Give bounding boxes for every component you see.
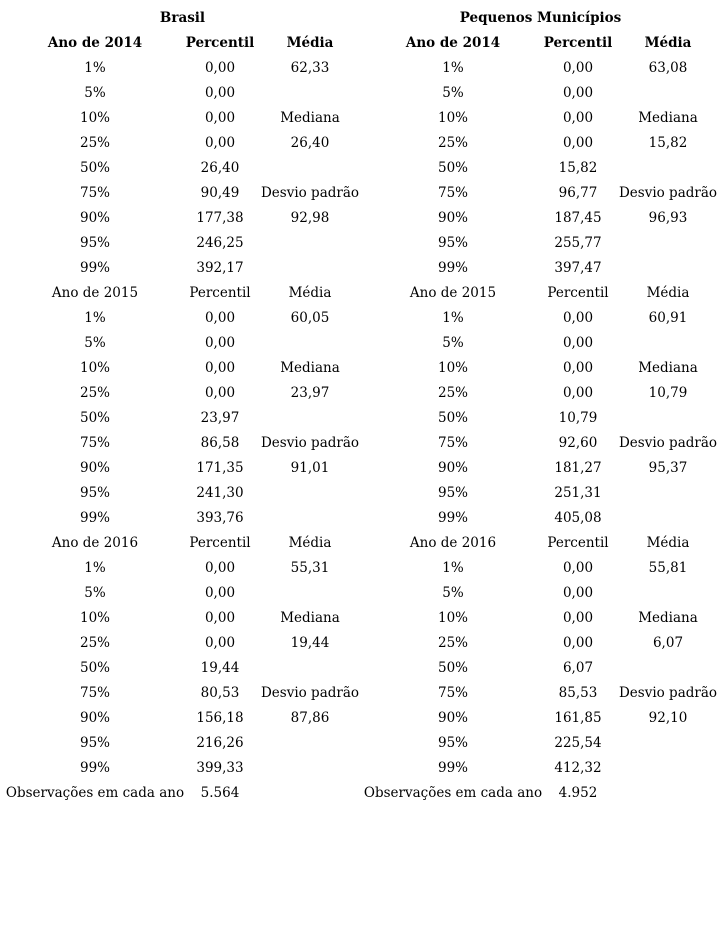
percentile-value: 90,49 <box>200 185 240 201</box>
percentile-label: 99% <box>437 260 468 276</box>
summary-stat: 92,10 <box>648 710 688 726</box>
column-header-percentil: Percentil <box>189 535 251 551</box>
table-row <box>0 131 360 156</box>
panel-title: Brasil <box>159 10 206 26</box>
summary-stat: Desvio padrão <box>618 685 718 701</box>
percentile-label: 10% <box>79 110 110 126</box>
percentile-value: 0,00 <box>204 635 236 651</box>
column-header-percentil: Percentil <box>185 35 255 51</box>
percentile-value: 412,32 <box>554 760 602 776</box>
table-row <box>358 681 718 706</box>
table-row <box>358 481 718 506</box>
percentile-label: 50% <box>437 410 468 426</box>
percentile-label: 50% <box>437 160 468 176</box>
table-row <box>0 231 360 256</box>
table-row <box>358 631 718 656</box>
summary-stat: 10,79 <box>648 385 688 401</box>
table-row <box>358 156 718 181</box>
summary-stat: 60,91 <box>648 310 688 326</box>
column-header-percentil: Percentil <box>547 535 609 551</box>
table-row <box>0 506 360 531</box>
percentile-value: 397,47 <box>554 260 602 276</box>
percentile-value: 0,00 <box>562 135 594 151</box>
year-label: Ano de 2016 <box>51 535 139 551</box>
summary-stat: 60,05 <box>290 310 330 326</box>
table-row <box>0 156 360 181</box>
percentile-value: 0,00 <box>562 85 594 101</box>
table-row <box>0 181 360 206</box>
percentile-label: 95% <box>79 235 110 251</box>
year-label: Ano de 2014 <box>47 35 143 51</box>
column-header-percentil: Percentil <box>543 35 613 51</box>
summary-stat: Mediana <box>280 610 340 626</box>
percentile-label: 95% <box>79 485 110 501</box>
percentile-value: 216,26 <box>196 735 244 751</box>
percentile-label: 5% <box>442 85 464 101</box>
percentile-value: 225,54 <box>554 735 602 751</box>
table-row <box>0 331 360 356</box>
percentile-value: 0,00 <box>562 110 594 126</box>
percentile-value: 0,00 <box>562 360 594 376</box>
percentile-label: 95% <box>437 235 468 251</box>
table-row <box>358 406 718 431</box>
observations-label: Observações em cada ano <box>363 785 543 801</box>
percentile-value: 92,60 <box>558 435 598 451</box>
percentile-value: 23,97 <box>200 410 240 426</box>
percentile-label: 25% <box>437 635 468 651</box>
percentile-value: 86,58 <box>200 435 240 451</box>
table-row <box>0 456 360 481</box>
column-header-media: Média <box>644 35 692 51</box>
percentile-label: 10% <box>437 360 468 376</box>
table-row <box>0 81 360 106</box>
percentile-label: 5% <box>84 85 106 101</box>
percentile-value: 0,00 <box>204 135 236 151</box>
percentile-label: 10% <box>437 610 468 626</box>
summary-stat: Desvio padrão <box>260 685 360 701</box>
table-row <box>0 381 360 406</box>
year-header-row <box>358 281 718 306</box>
percentile-value: 156,18 <box>196 710 244 726</box>
column-header-media: Média <box>286 35 334 51</box>
percentile-label: 90% <box>79 710 110 726</box>
percentile-value: 0,00 <box>204 110 236 126</box>
percentile-value: 26,40 <box>200 160 240 176</box>
summary-stat: Mediana <box>280 110 340 126</box>
percentile-label: 99% <box>437 760 468 776</box>
percentile-label: 99% <box>437 510 468 526</box>
percentile-value: 0,00 <box>204 385 236 401</box>
table-row <box>358 756 718 781</box>
percentile-label: 95% <box>79 735 110 751</box>
percentile-value: 0,00 <box>204 360 236 376</box>
percentile-label: 5% <box>442 335 464 351</box>
percentile-label: 10% <box>79 360 110 376</box>
column-header-percentil: Percentil <box>189 285 251 301</box>
percentile-label: 90% <box>437 710 468 726</box>
percentile-value: 0,00 <box>562 610 594 626</box>
percentile-label: 90% <box>79 210 110 226</box>
table-row <box>358 56 718 81</box>
percentile-value: 0,00 <box>562 335 594 351</box>
percentile-label: 1% <box>442 560 464 576</box>
percentile-value: 0,00 <box>204 85 236 101</box>
table-row <box>358 381 718 406</box>
table-row <box>358 731 718 756</box>
percentile-value: 392,17 <box>196 260 244 276</box>
table-row <box>358 431 718 456</box>
percentile-value: 0,00 <box>562 585 594 601</box>
summary-stat: Desvio padrão <box>260 435 360 451</box>
table-row <box>358 131 718 156</box>
summary-stat: Mediana <box>280 360 340 376</box>
table-row <box>0 206 360 231</box>
percentile-label: 1% <box>84 560 106 576</box>
table-row <box>358 456 718 481</box>
percentile-label: 25% <box>79 385 110 401</box>
table-row <box>358 656 718 681</box>
percentile-label: 95% <box>437 485 468 501</box>
percentile-value: 0,00 <box>204 310 236 326</box>
table-row <box>0 581 360 606</box>
percentile-label: 1% <box>84 310 106 326</box>
table-row <box>0 406 360 431</box>
table-row <box>358 331 718 356</box>
percentile-label: 50% <box>79 160 110 176</box>
summary-stat: 96,93 <box>648 210 688 226</box>
percentile-label: 50% <box>79 660 110 676</box>
table-row <box>0 56 360 81</box>
percentile-value: 241,30 <box>196 485 244 501</box>
summary-stat: 23,97 <box>290 385 330 401</box>
percentile-value: 171,35 <box>196 460 244 476</box>
column-header-media: Média <box>646 285 690 301</box>
year-header-row <box>0 531 360 556</box>
percentile-label: 75% <box>437 685 468 701</box>
summary-stat: 19,44 <box>290 635 330 651</box>
percentile-value: 393,76 <box>196 510 244 526</box>
percentile-label: 90% <box>437 460 468 476</box>
percentile-label: 99% <box>79 510 110 526</box>
table-row <box>0 556 360 581</box>
summary-stat: 91,01 <box>290 460 330 476</box>
percentile-label: 1% <box>84 60 106 76</box>
percentile-value: 161,85 <box>554 710 602 726</box>
percentile-label: 99% <box>79 760 110 776</box>
table-row <box>0 256 360 281</box>
percentile-value: 0,00 <box>204 585 236 601</box>
percentile-value: 246,25 <box>196 235 244 251</box>
percentile-label: 99% <box>79 260 110 276</box>
summary-stat: 87,86 <box>290 710 330 726</box>
summary-stat: 15,82 <box>648 135 688 151</box>
percentile-value: 19,44 <box>200 660 240 676</box>
table-row <box>358 206 718 231</box>
percentile-label: 1% <box>442 310 464 326</box>
summary-stat: 55,31 <box>290 560 330 576</box>
percentile-value: 15,82 <box>558 160 598 176</box>
summary-stat: Desvio padrão <box>618 435 718 451</box>
column-header-media: Média <box>288 535 332 551</box>
percentile-value: 399,33 <box>196 760 244 776</box>
percentile-label: 50% <box>437 660 468 676</box>
percentile-value: 187,45 <box>554 210 602 226</box>
percentile-value: 177,38 <box>196 210 244 226</box>
percentile-value: 0,00 <box>204 560 236 576</box>
summary-stat: 6,07 <box>652 635 684 651</box>
table-row <box>358 81 718 106</box>
table-row <box>0 356 360 381</box>
percentile-label: 95% <box>437 735 468 751</box>
table-row <box>0 481 360 506</box>
percentile-label: 1% <box>442 60 464 76</box>
percentile-value: 405,08 <box>554 510 602 526</box>
year-header-row <box>358 531 718 556</box>
percentile-label: 50% <box>79 410 110 426</box>
percentile-label: 75% <box>79 435 110 451</box>
table-row <box>358 256 718 281</box>
percentile-value: 0,00 <box>204 610 236 626</box>
percentile-value: 0,00 <box>562 560 594 576</box>
summary-stat: 92,98 <box>290 210 330 226</box>
panel-title: Pequenos Municípios <box>459 10 622 26</box>
percentile-value: 181,27 <box>554 460 602 476</box>
observations-value: 4.952 <box>558 785 598 801</box>
percentile-value: 0,00 <box>562 385 594 401</box>
percentile-value: 251,31 <box>554 485 602 501</box>
summary-stat: Desvio padrão <box>260 185 360 201</box>
percentile-label: 75% <box>79 185 110 201</box>
year-label: Ano de 2015 <box>409 285 497 301</box>
table-row <box>358 506 718 531</box>
year-header-row <box>358 31 718 56</box>
percentile-value: 80,53 <box>200 685 240 701</box>
table-row <box>0 106 360 131</box>
percentile-value: 0,00 <box>204 335 236 351</box>
table-row <box>0 631 360 656</box>
observations-label: Observações em cada ano <box>5 785 185 801</box>
table-row <box>358 606 718 631</box>
percentile-label: 90% <box>437 210 468 226</box>
table-row <box>0 756 360 781</box>
percentile-label: 25% <box>437 385 468 401</box>
table-row <box>0 431 360 456</box>
percentile-value: 255,77 <box>554 235 602 251</box>
column-header-media: Média <box>288 285 332 301</box>
year-header-row <box>0 31 360 56</box>
percentile-label: 75% <box>437 185 468 201</box>
table-row <box>0 706 360 731</box>
percentile-value: 85,53 <box>558 685 598 701</box>
summary-stat: Mediana <box>638 360 698 376</box>
table-row <box>358 706 718 731</box>
percentile-label: 5% <box>84 335 106 351</box>
summary-stat: 62,33 <box>290 60 330 76</box>
summary-stat: 55,81 <box>648 560 688 576</box>
table-row <box>0 681 360 706</box>
summary-stat: 26,40 <box>290 135 330 151</box>
year-label: Ano de 2015 <box>51 285 139 301</box>
table-row <box>0 656 360 681</box>
percentile-value: 0,00 <box>562 310 594 326</box>
column-header-percentil: Percentil <box>547 285 609 301</box>
percentile-label: 90% <box>79 460 110 476</box>
percentile-label: 5% <box>84 585 106 601</box>
percentile-label: 25% <box>79 635 110 651</box>
percentile-label: 5% <box>442 585 464 601</box>
table-row <box>358 306 718 331</box>
table-row <box>0 306 360 331</box>
observations-row <box>0 781 360 806</box>
percentile-value: 10,79 <box>558 410 598 426</box>
table-row <box>0 606 360 631</box>
percentile-label: 25% <box>437 135 468 151</box>
summary-stat: Mediana <box>638 110 698 126</box>
percentile-label: 75% <box>79 685 110 701</box>
year-header-row <box>0 281 360 306</box>
summary-stat: Mediana <box>638 610 698 626</box>
summary-stat: 95,37 <box>648 460 688 476</box>
percentile-value: 0,00 <box>204 60 236 76</box>
summary-stat: Desvio padrão <box>618 185 718 201</box>
percentile-label: 10% <box>79 610 110 626</box>
year-label: Ano de 2016 <box>409 535 497 551</box>
percentile-label: 75% <box>437 435 468 451</box>
observations-value: 5.564 <box>200 785 240 801</box>
table-row <box>358 581 718 606</box>
table-row <box>358 181 718 206</box>
table-row <box>358 231 718 256</box>
table-row <box>358 106 718 131</box>
column-header-media: Média <box>646 535 690 551</box>
percentile-value: 96,77 <box>558 185 598 201</box>
table-row <box>0 731 360 756</box>
percentile-label: 10% <box>437 110 468 126</box>
percentile-value: 6,07 <box>562 660 594 676</box>
year-label: Ano de 2014 <box>405 35 501 51</box>
summary-stat: 63,08 <box>648 60 688 76</box>
table-row <box>358 356 718 381</box>
percentile-value: 0,00 <box>562 60 594 76</box>
table-row <box>358 556 718 581</box>
percentile-label: 25% <box>79 135 110 151</box>
percentile-value: 0,00 <box>562 635 594 651</box>
observations-row <box>358 781 718 806</box>
